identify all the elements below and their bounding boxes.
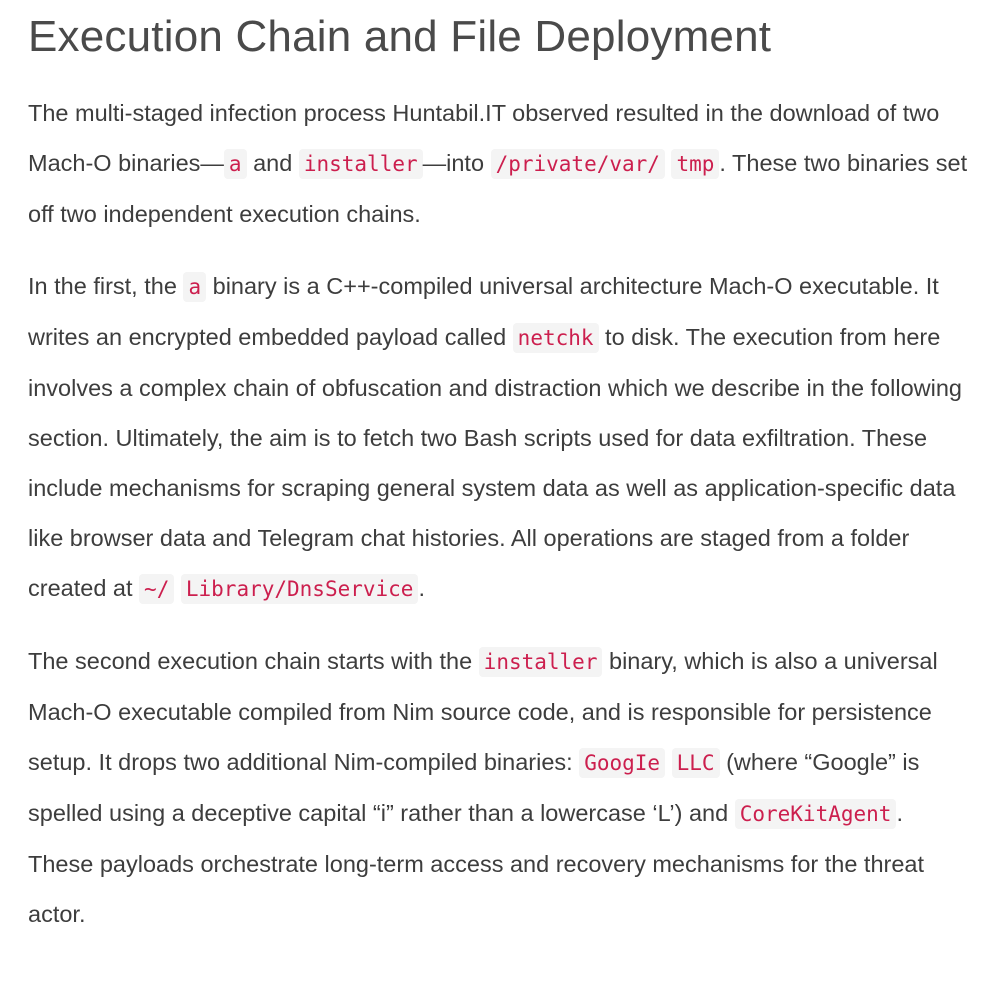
text: to disk. The execution from here involves a complex chain of obfuscation and distraction which we describe in the following section. Ultimately, the aim is to fetch two Bash scripts used for data exfiltration. These include mechanisms for scraping general system data as well as application-specific data like browser data and Telegram chat histories. All operations are staged from a folder created at: [28, 324, 962, 601]
inline-code-googie-part-1: GoogIe: [579, 748, 665, 778]
text: binary, which is also a universal Mach-O executable compiled from Nim source code, and is responsible for persistence setup. It drops two additional Nim-compiled binaries:: [28, 648, 938, 775]
inline-code-a: a: [224, 149, 247, 179]
text: binary is a C++-compiled universal architecture Mach-O executable. It writes an encrypted embedded payload called: [28, 273, 939, 350]
text: .: [418, 575, 425, 601]
inline-code-installer: installer: [479, 647, 603, 677]
inline-code-netchk: netchk: [513, 323, 599, 353]
text: and: [246, 150, 299, 176]
inline-code-path-part-1: /private/var/: [491, 149, 665, 179]
inline-code-corekitagent: CoreKitAgent: [735, 799, 897, 829]
inline-code-path-part-2: tmp: [671, 149, 719, 179]
text: . These two binaries set off two independent execution chains.: [28, 150, 968, 227]
article: [28, 0, 968, 939]
inline-code-googie-part-2: LLC: [672, 748, 720, 778]
paragraph-1: [28, 88, 968, 239]
inline-code-folder-part-2: Library/DnsService: [181, 574, 419, 604]
text: The multi-staged infection process Huntabil.IT observed resulted in the download of two Mach-O binaries—: [28, 100, 940, 176]
inline-code-installer: installer: [299, 149, 423, 179]
text: —into: [422, 150, 491, 176]
inline-code-a: a: [183, 272, 206, 302]
text: . These payloads orchestrate long-term access and recovery mechanisms for the threat actor.: [28, 800, 925, 927]
paragraph-2: [28, 261, 968, 614]
paragraph-3: [28, 636, 968, 939]
inline-code-folder-part-1: ~/: [139, 574, 174, 604]
text: In the first, the: [28, 273, 184, 299]
page-title: Execution Chain and File Deployment: [28, 12, 772, 61]
text: The second execution chain starts with the: [28, 648, 479, 674]
text: (where “Google” is spelled using a deceptive capital “i” rather than a lowercase ‘L’) and: [28, 749, 920, 826]
